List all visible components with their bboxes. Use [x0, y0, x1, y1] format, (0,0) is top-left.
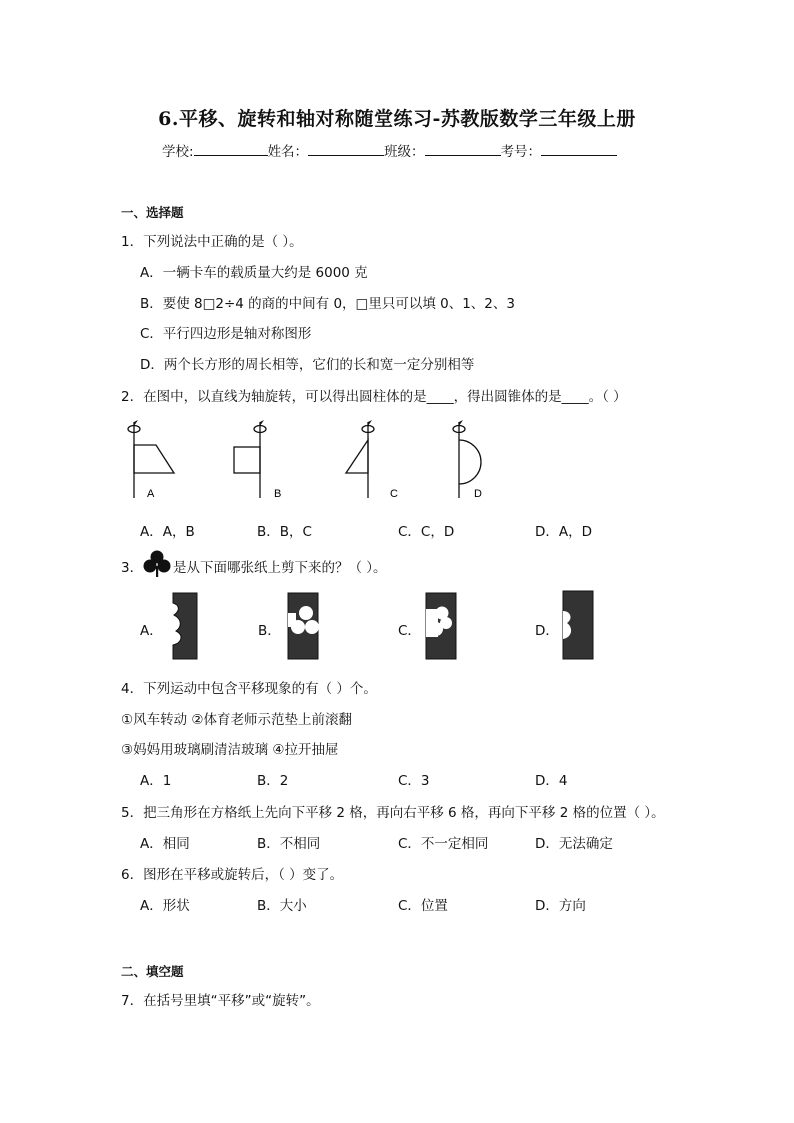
- question-2-option-a[interactable]: A．A，B: [140, 524, 195, 540]
- question-2-stem: 2．在图中，以直线为轴旋转，可以得出圆柱体的是____，得出圆锥体的是____。（ ）: [121, 389, 627, 405]
- question-2-option-c[interactable]: C．C，D: [398, 524, 455, 540]
- rotation-figures: [110, 418, 530, 508]
- school-blank[interactable]: [194, 143, 268, 156]
- question-4-line-2: ③妈妈用玻璃刷清洁玻璃 ④拉开抽屉: [121, 742, 339, 758]
- figure-label-a: A: [147, 488, 155, 500]
- paper-d-icon: [561, 589, 595, 661]
- question-3-number: 3．: [121, 560, 144, 576]
- school-label: 学校:: [162, 144, 194, 160]
- question-1-option-a[interactable]: A．一辆卡车的载质量大约是 6000 克: [140, 265, 368, 281]
- number-label: 考号：: [500, 144, 542, 160]
- name-blank[interactable]: [308, 143, 384, 156]
- question-4-option-d[interactable]: D．4: [535, 773, 568, 789]
- number-blank[interactable]: [541, 143, 617, 156]
- question-6-option-a[interactable]: A．形状: [140, 898, 190, 914]
- paper-c-icon: [424, 591, 458, 661]
- page-title: 6.平移、旋转和轴对称随堂练习-苏教版数学三年级上册: [158, 108, 636, 130]
- section-heading-fill: 二、填空题: [121, 964, 184, 979]
- question-3-option-d[interactable]: D．: [535, 623, 559, 639]
- question-3-option-c[interactable]: C．: [398, 623, 421, 639]
- question-4-stem: 4．下列运动中包含平移现象的有（ ）个。: [121, 681, 377, 697]
- question-3-option-a[interactable]: A．: [140, 623, 163, 639]
- question-7-stem: 7．在括号里填“平移”或“旋转”。: [121, 993, 320, 1009]
- figure-label-c: C: [390, 488, 398, 500]
- figure-a-trapezoid: [128, 420, 174, 500]
- paper-b-icon: [286, 591, 320, 661]
- question-1-option-c[interactable]: C．平行四边形是轴对称图形: [140, 326, 312, 342]
- figure-label-b: B: [274, 488, 282, 500]
- question-4-option-b[interactable]: B．2: [257, 773, 289, 789]
- question-2-option-b[interactable]: B．B，C: [257, 524, 312, 540]
- question-5-option-a[interactable]: A．相同: [140, 836, 190, 852]
- question-6-option-d[interactable]: D．方向: [535, 898, 586, 914]
- question-5-option-d[interactable]: D．无法确定: [535, 836, 613, 852]
- question-4-option-c[interactable]: C．3: [398, 773, 430, 789]
- question-5-option-b[interactable]: B．不相同: [257, 836, 321, 852]
- question-4-option-a[interactable]: A．1: [140, 773, 172, 789]
- question-2-option-d[interactable]: D．A，D: [535, 524, 593, 540]
- question-3-stem: 是从下面哪张纸上剪下来的？（ ）。: [173, 560, 387, 576]
- figure-c-triangle: [346, 420, 398, 500]
- question-4-line-1: ①风车转动 ②体育老师示范垫上前滚翻: [121, 712, 352, 728]
- figure-b-rectangle: [234, 420, 281, 500]
- question-1-option-d[interactable]: D．两个长方形的周长相等，它们的长和宽一定分别相等: [140, 357, 475, 373]
- question-6-stem: 6．图形在平移或旋转后，（ ）变了。: [121, 867, 344, 883]
- figure-d-semicircle: [453, 420, 482, 500]
- question-5-stem: 5．把三角形在方格纸上先向下平移 2 格，再向右平移 6 格，再向下平移 2 格的位置（ ）。: [121, 805, 665, 821]
- question-3-option-b[interactable]: B．: [258, 623, 281, 639]
- question-1-stem: 1．下列说法中正确的是（ ）。: [121, 234, 303, 250]
- question-6-option-c[interactable]: C．位置: [398, 898, 448, 914]
- class-blank[interactable]: [425, 143, 501, 156]
- question-1-option-b[interactable]: B．要使 8□2÷4 的商的中间有 0，□里只可以填 0、1、2、3: [140, 296, 515, 312]
- clover-icon: [142, 549, 172, 579]
- question-6-option-b[interactable]: B．大小: [257, 898, 307, 914]
- name-label: 姓名：: [267, 144, 309, 160]
- question-5-option-c[interactable]: C．不一定相同: [398, 836, 489, 852]
- paper-a-icon: [170, 591, 200, 661]
- student-info-line: [162, 140, 617, 160]
- section-heading-choice: 一、选择题: [121, 205, 184, 220]
- figure-label-d: D: [474, 488, 482, 500]
- class-label: 班级：: [384, 144, 425, 160]
